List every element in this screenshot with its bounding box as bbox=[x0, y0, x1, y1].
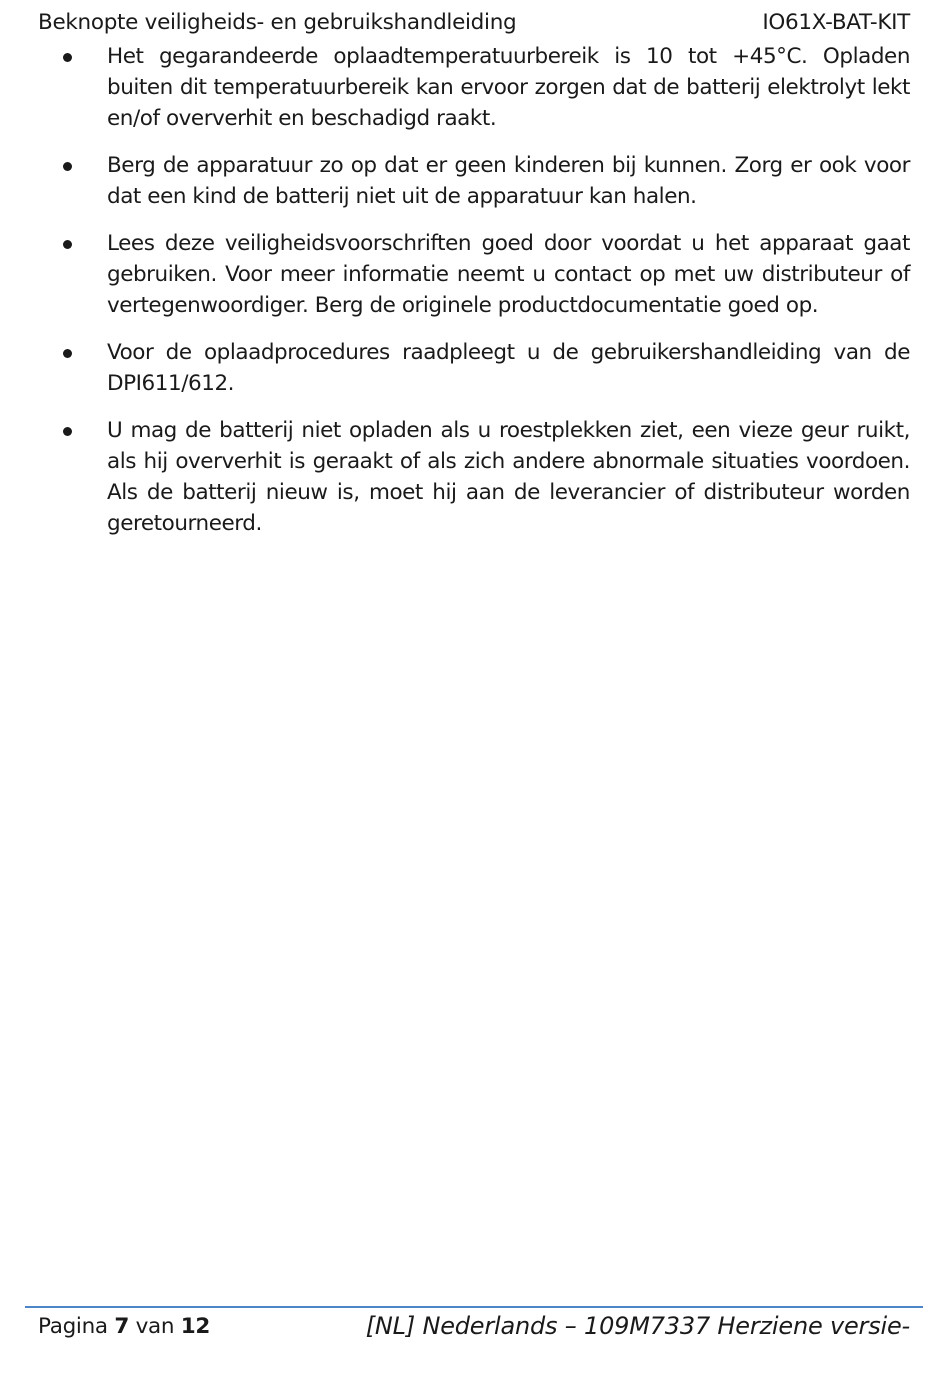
bullet-text: Het gegarandeerde oplaadtemperatuurbereik is 10 tot +45°C. Opladen buiten dit temperatuurbereik kan ervoor zorgen dat de batterij elektrolyt lekt en/of oververhit en beschadigd raakt. bbox=[107, 44, 910, 131]
bullet-text: Berg de apparatuur zo op dat er geen kinderen bij kunnen. Zorg er ook voor dat een kind de batterij niet uit de apparatuur kan halen. bbox=[107, 153, 910, 209]
header-document-code: IO61X-BAT-KIT bbox=[762, 10, 910, 35]
bullet-text: U mag de batterij niet opladen als u roestplekken ziet, een vieze geur ruikt, als hij oververhit is geraakt of als zich andere abnormale situaties voordoen. Als de batterij nieuw is, moet hij aan de leverancier of distributeur worden geretourneerd. bbox=[107, 418, 910, 536]
bullet-icon bbox=[63, 53, 72, 62]
list-item bbox=[0, 337, 950, 399]
bullet-icon bbox=[63, 240, 72, 249]
bullet-icon bbox=[63, 427, 72, 436]
footer-document-info: [NL] Nederlands – 109M7337 Herziene versie- bbox=[365, 1312, 910, 1340]
list-item bbox=[0, 150, 950, 212]
footer-divider bbox=[25, 1306, 923, 1308]
current-page-number: 7 bbox=[114, 1314, 130, 1339]
list-item bbox=[0, 41, 950, 134]
total-pages: 12 bbox=[180, 1314, 211, 1339]
page-header bbox=[38, 8, 910, 38]
bullet-text: Voor de oplaadprocedures raadpleegt u de gebruikershandleiding van de DPI611/612. bbox=[107, 340, 910, 396]
safety-bullet-list bbox=[0, 41, 950, 555]
list-item bbox=[0, 415, 950, 539]
header-title: Beknopte veiligheids- en gebruikshandleiding bbox=[38, 10, 517, 35]
bullet-text: Lees deze veiligheidsvoorschriften goed door voordat u het apparaat gaat gebruiken. Voor meer informatie neemt u contact op met uw distributeur of vertegenwoordiger. Berg de originele productdocumentatie goed op. bbox=[107, 231, 910, 318]
of-word: van bbox=[135, 1314, 175, 1339]
page-word: Pagina bbox=[38, 1314, 108, 1339]
list-item bbox=[0, 228, 950, 321]
page-number bbox=[38, 1312, 210, 1342]
bullet-icon bbox=[63, 162, 72, 171]
bullet-icon bbox=[63, 349, 72, 358]
